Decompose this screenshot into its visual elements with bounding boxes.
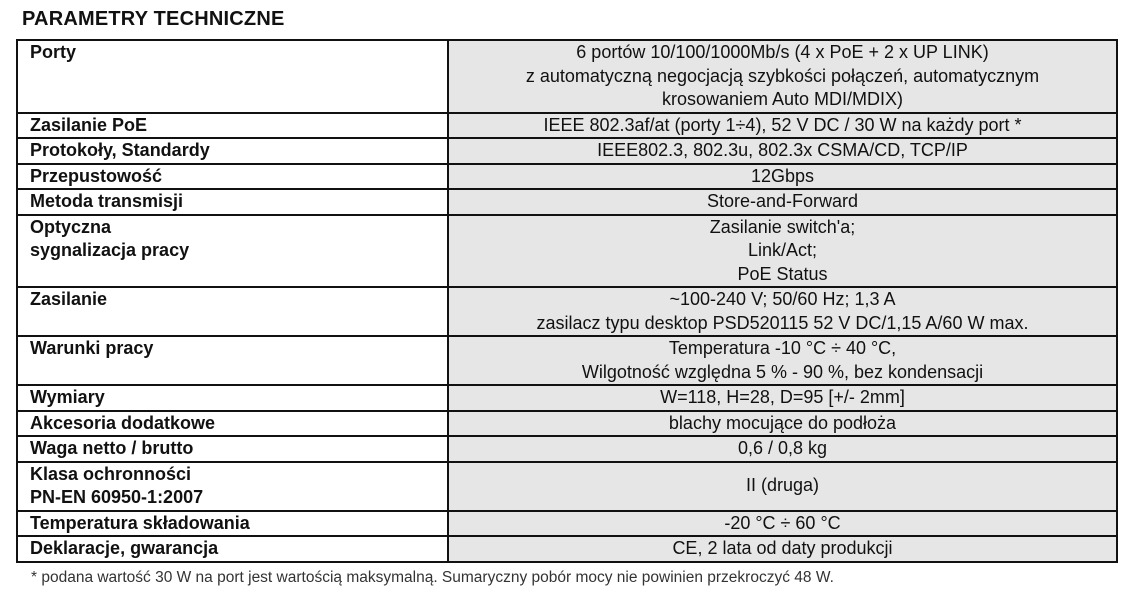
technical-parameters-table (16, 39, 1118, 563)
row-label (17, 436, 448, 462)
table-row (17, 138, 1117, 164)
value-line: krosowaniem Auto MDI/MDIX) (661, 89, 904, 109)
table-row (17, 436, 1117, 462)
page-title: PARAMETRY TECHNICZNE (22, 8, 285, 30)
footnote: * podana wartość 30 W na port jest wartością maksymalną. Sumaryczny pobór mocy nie powinien przekroczyć 48 W. (31, 569, 834, 586)
value-line: Zasilanie switch'a; (709, 216, 856, 237)
table-row (17, 336, 1117, 385)
value-line: Wilgotność względna 5 % - 90 %, bez kondensacji (581, 361, 984, 382)
row-value (448, 189, 1117, 215)
value-line: 0,6 / 0,8 kg (737, 438, 828, 458)
label-line: Metoda transmisji (30, 191, 184, 211)
table-row (17, 40, 1117, 113)
label-line: Temperatura składowania (30, 512, 250, 533)
row-value (448, 436, 1117, 462)
row-label (17, 411, 448, 437)
table-row (17, 411, 1117, 437)
table-row (17, 385, 1117, 411)
table-row (17, 189, 1117, 215)
value-line: zasilacz typu desktop PSD520115 52 V DC/1,15 A/60 W max. (536, 312, 1029, 333)
row-value (448, 215, 1117, 288)
value-line: IEEE 802.3af/at (porty 1÷4), 52 V DC / 30 W na każdy port * (543, 114, 1022, 135)
table-row (17, 462, 1117, 511)
row-value (448, 40, 1117, 113)
label-line: Zasilanie PoE (30, 114, 148, 135)
row-value (448, 287, 1117, 336)
value-line: blachy mocujące do podłoża (668, 412, 897, 433)
label-line: Klasa ochronności (30, 463, 192, 484)
row-label (17, 215, 448, 288)
row-label (17, 287, 448, 336)
label-line: sygnalizacja pracy (30, 240, 190, 260)
row-label (17, 113, 448, 139)
value-line: W=118, H=28, D=95 [+/- 2mm] (660, 387, 905, 407)
label-line: Optyczna (30, 216, 112, 237)
value-line: z automatyczną negocjacją szybkości połączeń, automatycznym (525, 65, 1040, 86)
table-row (17, 287, 1117, 336)
row-value (448, 536, 1117, 562)
row-label (17, 536, 448, 562)
label-line: Deklaracje, gwarancja (30, 538, 219, 558)
row-label (17, 164, 448, 190)
table-row (17, 113, 1117, 139)
value-line: -20 °C ÷ 60 °C (724, 512, 841, 533)
row-value (448, 462, 1117, 511)
value-line: II (druga) (745, 475, 820, 496)
table-row (17, 511, 1117, 537)
row-label (17, 189, 448, 215)
row-value (448, 336, 1117, 385)
label-line: Protokoły, Standardy (30, 140, 210, 160)
value-line: IEEE802.3, 802.3u, 802.3x CSMA/CD, TCP/IP (597, 140, 968, 160)
label-line: Warunki pracy (30, 338, 154, 358)
value-line: CE, 2 lata od daty produkcji (672, 538, 893, 558)
value-line: Temperatura -10 °C ÷ 40 °C, (668, 338, 897, 358)
row-label (17, 336, 448, 385)
table-row (17, 164, 1117, 190)
label-line: Waga netto / brutto (30, 438, 194, 458)
row-value (448, 385, 1117, 411)
row-value (448, 164, 1117, 190)
label-line: Porty (30, 42, 77, 62)
value-line: PoE Status (737, 263, 828, 284)
row-value (448, 511, 1117, 537)
value-line: 12Gbps (750, 165, 815, 186)
row-label (17, 385, 448, 411)
value-line: Store-and-Forward (706, 191, 859, 211)
row-value (448, 138, 1117, 164)
label-line: Zasilanie (30, 289, 108, 309)
row-label (17, 138, 448, 164)
row-label (17, 462, 448, 511)
row-value (448, 113, 1117, 139)
label-line: PN-EN 60950-1:2007 (30, 487, 204, 507)
row-label (17, 40, 448, 113)
value-line: Link/Act; (747, 240, 818, 260)
value-line: ~100-240 V; 50/60 Hz; 1,3 A (669, 289, 896, 309)
value-line: 6 portów 10/100/1000Mb/s (4 x PoE + 2 x UP LINK) (576, 42, 989, 62)
table-row (17, 215, 1117, 288)
table-row (17, 536, 1117, 562)
label-line: Przepustowość (30, 165, 163, 186)
label-line: Akcesoria dodatkowe (30, 412, 216, 433)
label-line: Wymiary (30, 387, 105, 407)
row-value (448, 411, 1117, 437)
row-label (17, 511, 448, 537)
